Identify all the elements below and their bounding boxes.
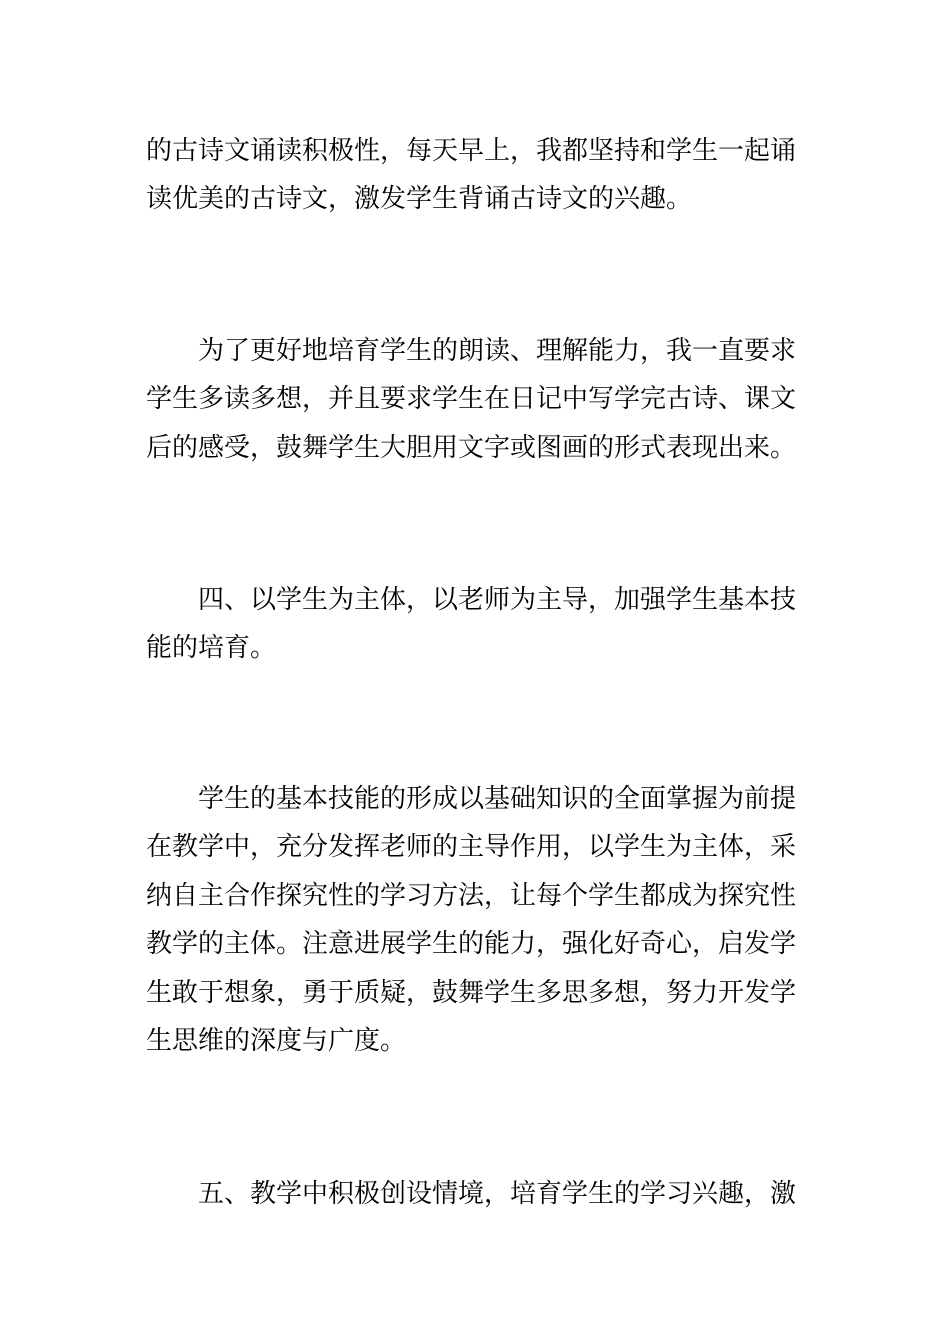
- paragraph-line: 的古诗文诵读积极性，每天早上，我都坚持和学生一起诵: [146, 136, 797, 166]
- paragraph-line: 生思维的深度与广度。: [146, 1026, 407, 1056]
- paragraph-line: 学生多读多想，并且要求学生在日记中写学完古诗、课文: [146, 384, 797, 414]
- section-heading-line: 四、以学生为主体，以老师为主导，加强学生基本技: [198, 585, 797, 615]
- section-heading-line: 能的培育。: [146, 633, 277, 663]
- paragraph-line: 生敢于想象，勇于质疑，鼓舞学生多思多想，努力开发学: [146, 978, 797, 1008]
- paragraph-line: 后的感受，鼓舞学生大胆用文字或图画的形式表现出来。: [146, 433, 797, 463]
- paragraph-line: 教学的主体。注意进展学生的能力，强化好奇心，启发学: [146, 929, 797, 959]
- paragraph-line: 纳自主合作探究性的学习方法，让每个学生都成为探究性: [146, 881, 797, 911]
- paragraph-line: 学生的基本技能的形成以基础知识的全面掌握为前提: [198, 784, 797, 814]
- paragraph-line: 读优美的古诗文，激发学生背诵古诗文的兴趣。: [146, 184, 693, 214]
- paragraph-line: 在教学中，充分发挥老师的主导作用，以学生为主体，采: [146, 832, 797, 862]
- section-heading-line: 五、教学中积极创设情境，培育学生的学习兴趣，激: [198, 1179, 797, 1209]
- paragraph-line: 为了更好地培育学生的朗读、理解能力，我一直要求: [198, 336, 797, 366]
